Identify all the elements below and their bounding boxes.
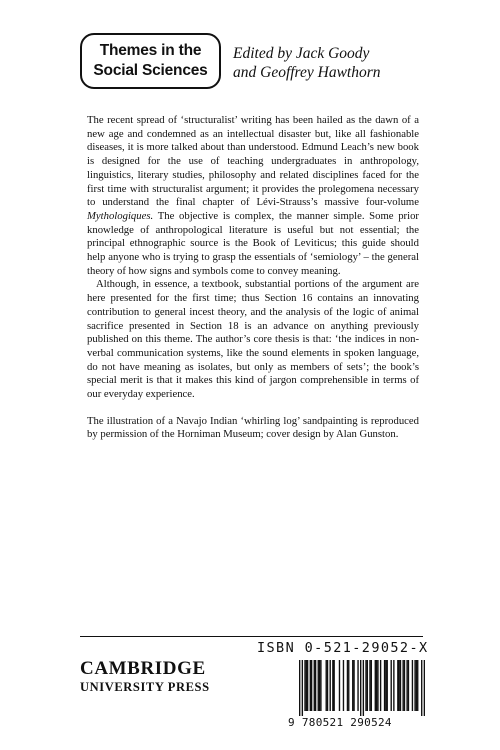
barcode-bar [352,660,353,711]
editors-line-1: Edited by Jack Goody [233,45,370,62]
barcode-bar [416,660,417,711]
barcode-bar [408,660,409,711]
barcode-bar [377,660,378,711]
barcode-bar [363,660,364,716]
barcode-digits: 9 780521 290524 [288,716,392,729]
series-logo [80,33,221,89]
back-cover-blurb [87,114,419,442]
barcode-bar [332,660,333,711]
divider-rule [80,636,423,637]
barcode-bar [371,660,372,711]
barcode-bar [357,660,358,711]
barcode-bar [347,660,348,711]
barcode-bar [385,660,386,711]
barcode-bar [353,660,354,711]
barcode-bar [310,660,311,711]
barcode-bar [393,660,394,711]
barcode-bar [402,660,403,711]
barcode-bar [397,660,398,711]
barcode-bar [417,660,418,711]
barcode-bar [391,660,392,711]
barcode-bar [333,660,334,711]
barcode-bar [384,660,385,711]
barcode-bar [406,660,407,711]
series-title-line-2: Social Sciences [93,62,208,79]
barcode-bar [369,660,370,711]
editors-credit [233,44,381,82]
barcode-bar [302,660,303,716]
series-title-line-1: Themes in the [99,42,202,59]
barcode-bar [424,660,425,716]
barcode-bar [306,660,307,711]
barcode-bar [307,660,308,711]
barcode-bar [375,660,376,711]
barcode-bar [339,660,340,711]
barcode-bars [299,660,425,716]
barcode-bar [365,660,366,711]
series-title [93,41,207,81]
barcode-bar [367,660,368,711]
blurb-paragraph-1-start: The recent spread of ‘structuralist’ writing has been hailed as the dawn of a new age and condemned as an intellectual disaster but, like all fashionable diseases, it is more talked about than understood. Edmund Leach’s new book is designed for the use of teaching undergraduates in anthropology, linguistics, literary studies, philosophy and related disciplines faced for the first time with structuralist argument; it provides the prolegomena necessary to understand the final chapter of Lévi-Strauss’s massive four-volume [87,114,419,209]
barcode-bar [360,660,361,716]
barcode-bar [343,660,344,711]
barcode-bar [320,660,321,711]
barcode-bar [398,660,399,711]
publisher-subname: UNIVERSITY PRESS [80,680,210,694]
blurb-paragraph-1-end: The objective is complex, the manner simple. Some prior knowledge of anthropological literature is useful but not essential; the principal ethnographic source is the Book of Leviticus; this guide should help anyone who is trying to grasp the essentials of ‘semiology’ – the general theory of how signs and symbols come to convey meaning. [87,209,419,277]
barcode-bar [400,660,401,711]
blurb-paragraph-2: Although, in essence, a textbook, substantial portions of the argument are here presented for the first time; thus Section 16 contains an innovating contribution to general incest theory, and the analysis of the logic of animal sacrifice presented in Section 18 is an advance on anything previously published on this theme. The author’s core thesis is that: ‘the indices in non-verbal communication systems, like the sound elements in spoken language, do not have meaning as isolates, but only as members of sets’; the book’s special merit is that it makes this kind of jargon comprehensible in terms of our everyday experience. [87,278,419,401]
blurb-paragraph-1 [87,114,419,278]
barcode-bar [330,660,331,711]
illustration-credit: The illustration of a Navajo Indian ‘whirling log’ sandpainting is reproduced by permission of the Horniman Museum; cover design by Alan Gunston. [87,414,419,441]
barcode-bar [421,660,422,716]
barcode-bar [315,660,316,711]
barcode-bar [327,660,328,711]
isbn-number: ISBN 0-521-29052-X [257,640,429,656]
barcode-bar [414,660,415,711]
barcode-bar [318,660,319,711]
barcode-bar [376,660,377,711]
barcode-bar [348,660,349,711]
barcode [288,660,425,729]
barcode-bar [326,660,327,711]
barcode-bar [319,660,320,711]
publisher-logo [80,658,210,694]
barcode-bar [311,660,312,711]
barcode-bar [314,660,315,711]
barcode-bar [299,660,300,716]
barcode-bar [387,660,388,711]
barcode-bar [304,660,305,711]
editors-line-2: and Geoffrey Hawthorn [233,64,381,81]
barcode-bar [380,660,381,711]
book-title-mythologiques: Mythologiques. [87,209,154,222]
barcode-bar [412,660,413,711]
barcode-bar [404,660,405,711]
publisher-name: CAMBRIDGE [80,658,206,679]
